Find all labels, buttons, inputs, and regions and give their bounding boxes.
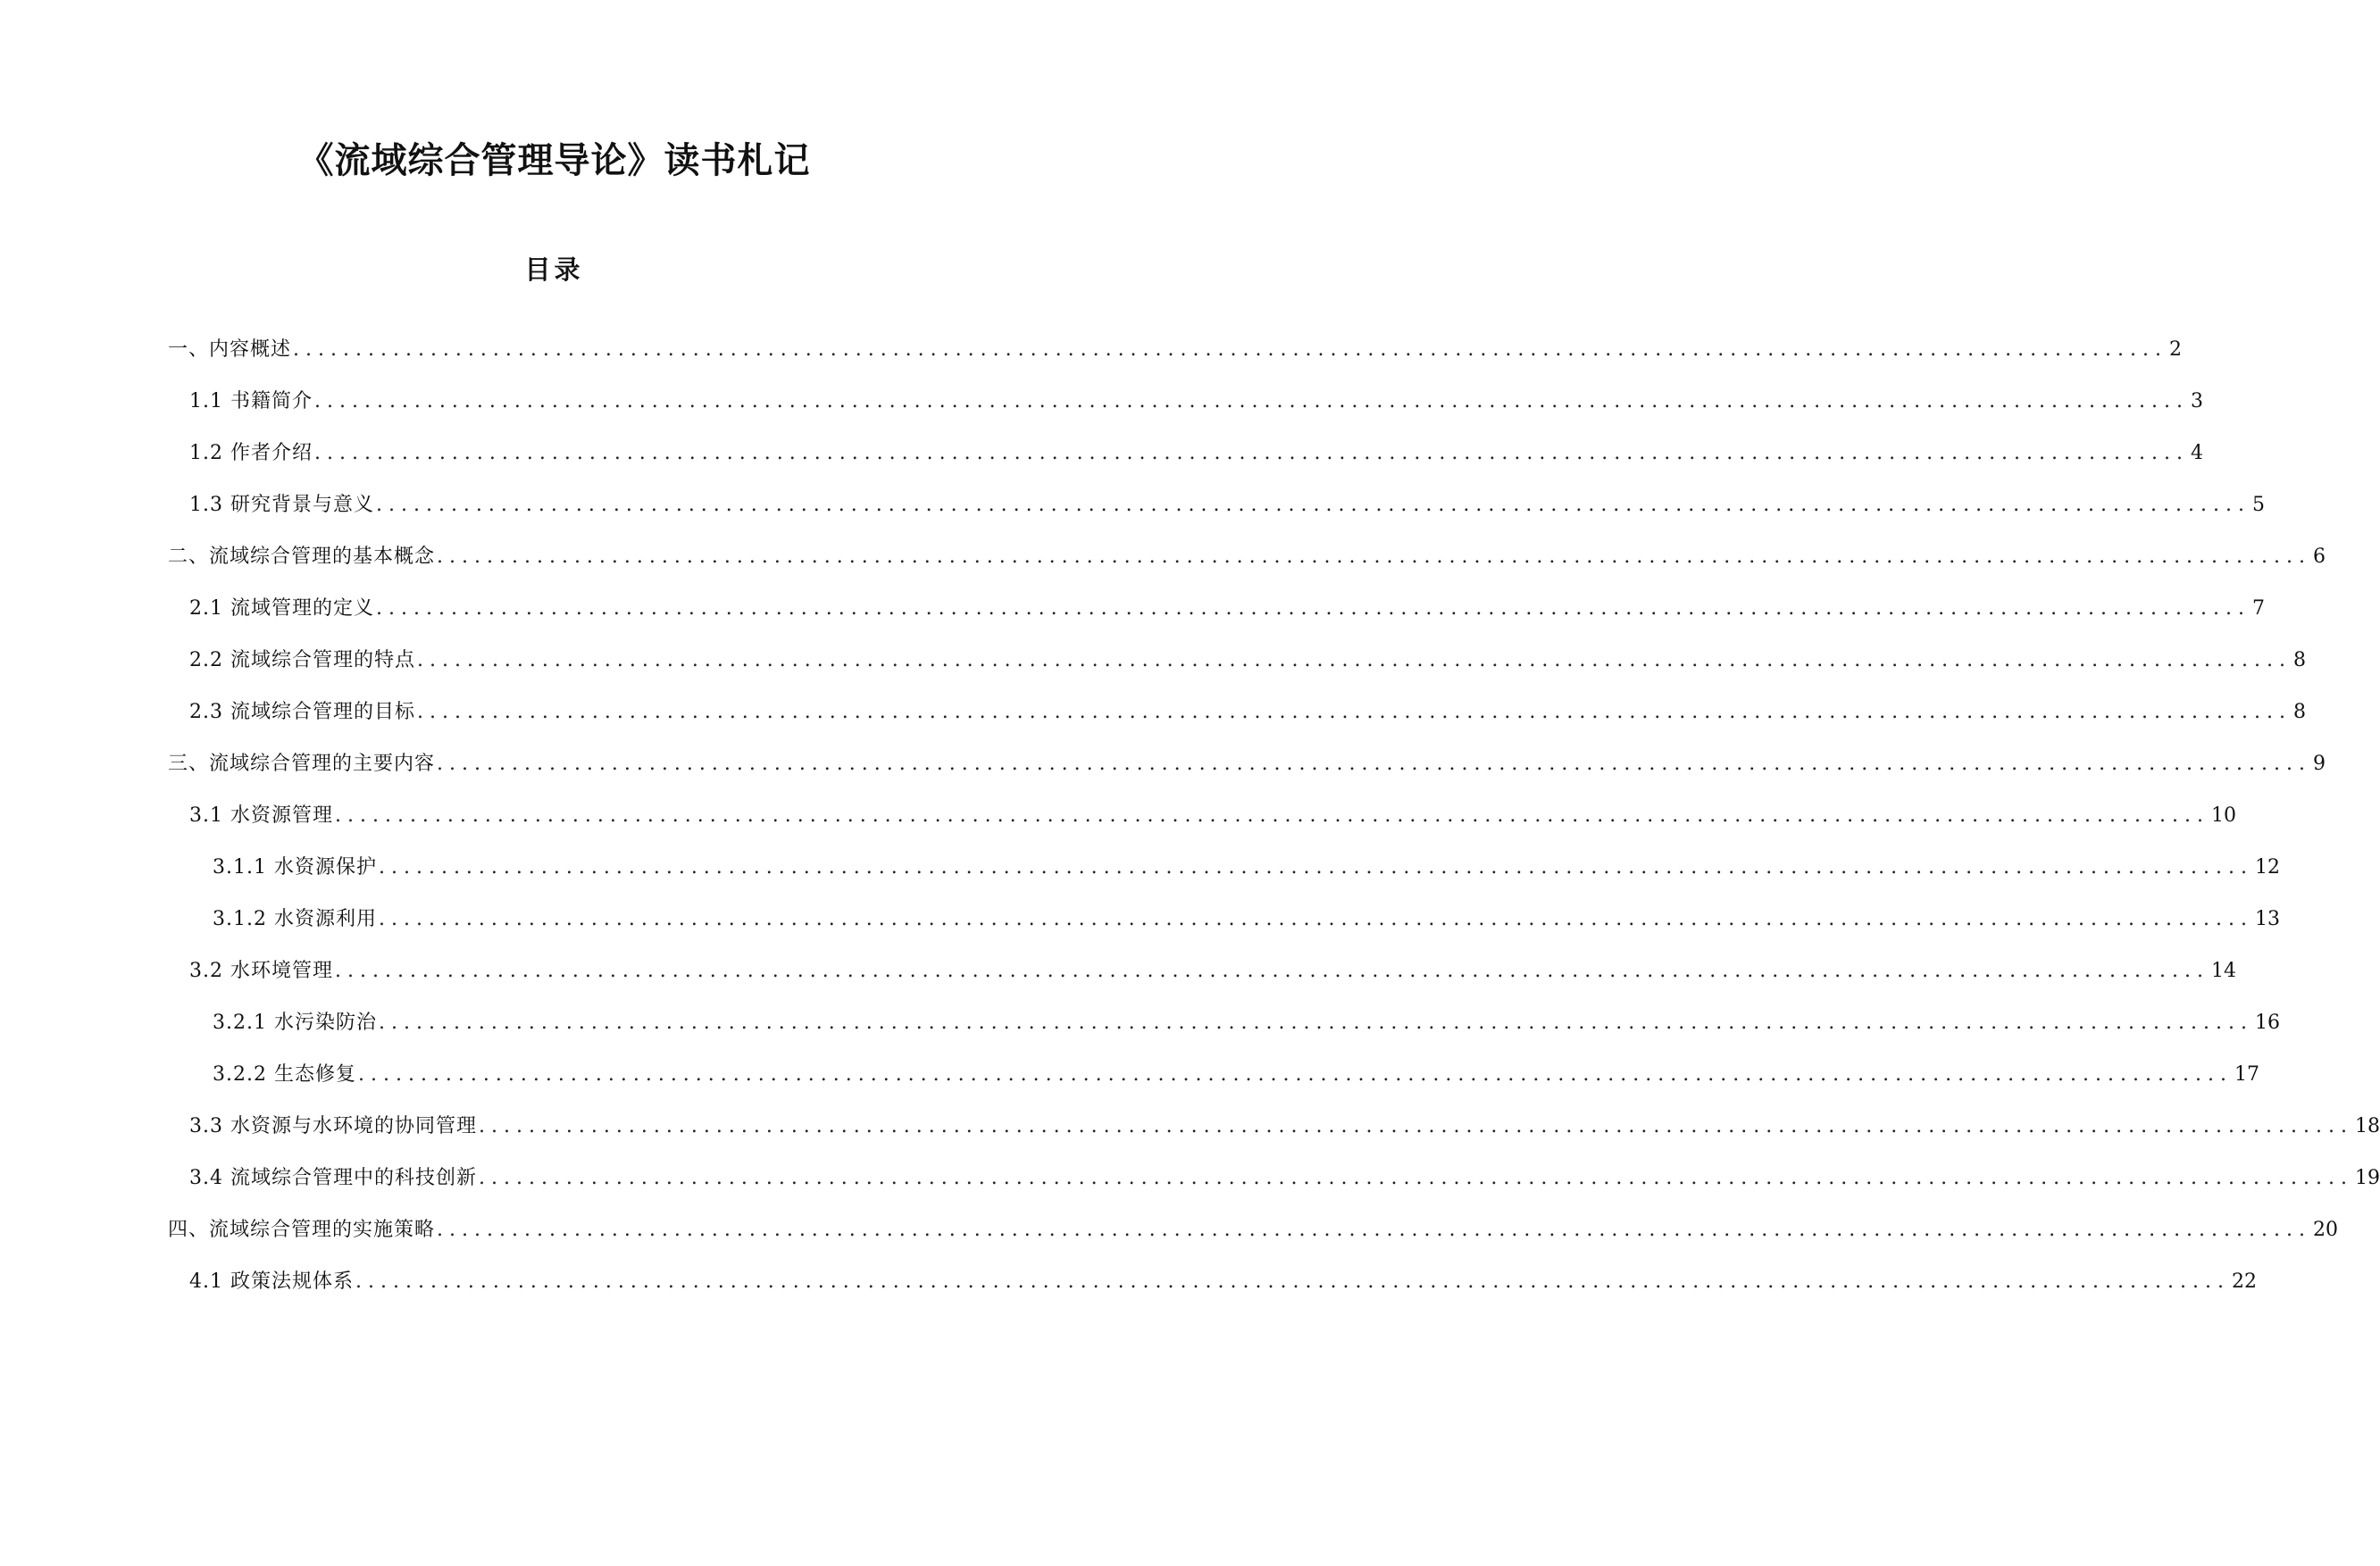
toc-entry-label: 1.1 书籍简介 [189, 390, 313, 412]
toc-leader-dots: ...................................................................................................................................................... [357, 1063, 2233, 1086]
toc-page-number: 18 [2354, 1115, 2380, 1137]
toc-leader-dots: ...................................................................................................................................................... [478, 1115, 2353, 1137]
toc-entry[interactable] [189, 1163, 2380, 1194]
toc-entry-label: 2.2 流域综合管理的特点 [189, 649, 415, 671]
toc-leader-dots: ...................................................................................................................................................... [334, 960, 2209, 982]
toc-page-number: 6 [2313, 546, 2326, 568]
toc-page-number: 8 [2292, 649, 2306, 671]
toc-leader-dots: ...................................................................................................................................................... [437, 1219, 2311, 1241]
toc-entry-label: 3.4 流域综合管理中的科技创新 [189, 1167, 477, 1189]
toc-leader-dots: ...................................................................................................................................................... [355, 1270, 2230, 1293]
toc-page-number: 2 [2169, 338, 2182, 361]
toc-entry[interactable] [189, 697, 2306, 728]
toc-page-number: 8 [2292, 701, 2306, 723]
toc-entry[interactable] [213, 904, 2280, 935]
toc-leader-dots: ...................................................................................................................................................... [313, 390, 2189, 412]
document-title: 《流域综合管理导论》读书札记 [297, 139, 811, 181]
toc-page-number: 10 [2210, 804, 2236, 827]
toc-entry-label: 四、流域综合管理的实施策略 [168, 1219, 436, 1241]
toc-page-number: 4 [2190, 442, 2203, 464]
toc-entry[interactable] [168, 335, 2182, 365]
toc-entry[interactable] [189, 956, 2236, 987]
toc-entry[interactable] [189, 1267, 2257, 1297]
toc-entry-label: 3.2.2 生态修复 [213, 1063, 356, 1086]
toc-leader-dots: ...................................................................................................................................................... [375, 597, 2251, 620]
toc-leader-dots: ...................................................................................................................................................... [375, 494, 2251, 516]
toc-page-number: 13 [2254, 908, 2280, 930]
toc-page-number: 20 [2313, 1219, 2338, 1241]
toc-page-number: 7 [2251, 597, 2265, 620]
toc-page-number: 17 [2234, 1063, 2259, 1086]
toc-entry-label: 4.1 政策法规体系 [189, 1270, 354, 1293]
toc-entry-label: 二、流域综合管理的基本概念 [168, 546, 436, 568]
toc-page-number: 14 [2210, 960, 2236, 982]
toc-entry-label: 3.1.2 水资源利用 [213, 908, 377, 930]
toc-leader-dots: ...................................................................................................................................................... [437, 546, 2311, 568]
toc-entry[interactable] [189, 801, 2236, 831]
toc-leader-dots: ...................................................................................................................................................... [313, 442, 2189, 464]
toc-leader-dots: ...................................................................................................................................................... [378, 908, 2253, 930]
toc-entry[interactable] [168, 1215, 2338, 1245]
toc-leader-dots: ...................................................................................................................................................... [478, 1167, 2353, 1189]
toc-entry-label: 3.2.1 水污染防治 [213, 1012, 377, 1034]
toc-leader-dots: ...................................................................................................................................................... [334, 804, 2209, 827]
toc-entry-label: 3.1 水资源管理 [189, 804, 333, 827]
toc-entry[interactable] [189, 594, 2265, 624]
toc-leader-dots: ...................................................................................................................................................... [378, 856, 2253, 879]
toc-page-number: 9 [2313, 753, 2326, 775]
toc-entry[interactable] [168, 749, 2326, 779]
toc-page-number: 16 [2254, 1012, 2280, 1034]
toc-entry-label: 3.2 水环境管理 [189, 960, 333, 982]
toc-entry[interactable] [213, 1008, 2280, 1038]
toc-entry-label: 3.1.1 水资源保护 [213, 856, 377, 879]
toc-entry-label: 2.3 流域综合管理的目标 [189, 701, 415, 723]
toc-leader-dots: ...................................................................................................................................................... [378, 1012, 2253, 1034]
toc-heading: 目录 [524, 254, 584, 285]
toc-leader-dots: ...................................................................................................................................................... [416, 701, 2292, 723]
toc-leader-dots: ...................................................................................................................................................... [437, 753, 2311, 775]
toc-entry[interactable] [189, 387, 2203, 417]
toc-entry-label: 一、内容概述 [168, 338, 292, 361]
toc-entry-label: 1.2 作者介绍 [189, 442, 313, 464]
toc-entry-label: 2.1 流域管理的定义 [189, 597, 374, 620]
toc-entry[interactable] [213, 853, 2280, 883]
toc-entry[interactable] [213, 1060, 2259, 1090]
toc-page-number: 22 [2231, 1270, 2257, 1293]
toc-leader-dots: ...................................................................................................................................................... [416, 649, 2292, 671]
toc-entry-label: 三、流域综合管理的主要内容 [168, 753, 436, 775]
toc-entry[interactable] [168, 542, 2326, 572]
toc-entry[interactable] [189, 438, 2203, 469]
toc-entry-label: 3.3 水资源与水环境的协同管理 [189, 1115, 477, 1137]
toc-page-number: 5 [2251, 494, 2265, 516]
toc-page-number: 12 [2254, 856, 2280, 879]
toc-entry[interactable] [189, 1112, 2380, 1142]
toc-entry-label: 1.3 研究背景与意义 [189, 494, 374, 516]
toc-entry[interactable] [189, 646, 2306, 676]
toc-entry[interactable] [189, 490, 2265, 521]
toc-leader-dots: ...................................................................................................................................................... [293, 338, 2167, 361]
toc-page-number: 19 [2354, 1167, 2380, 1189]
toc-page-number: 3 [2190, 390, 2203, 412]
